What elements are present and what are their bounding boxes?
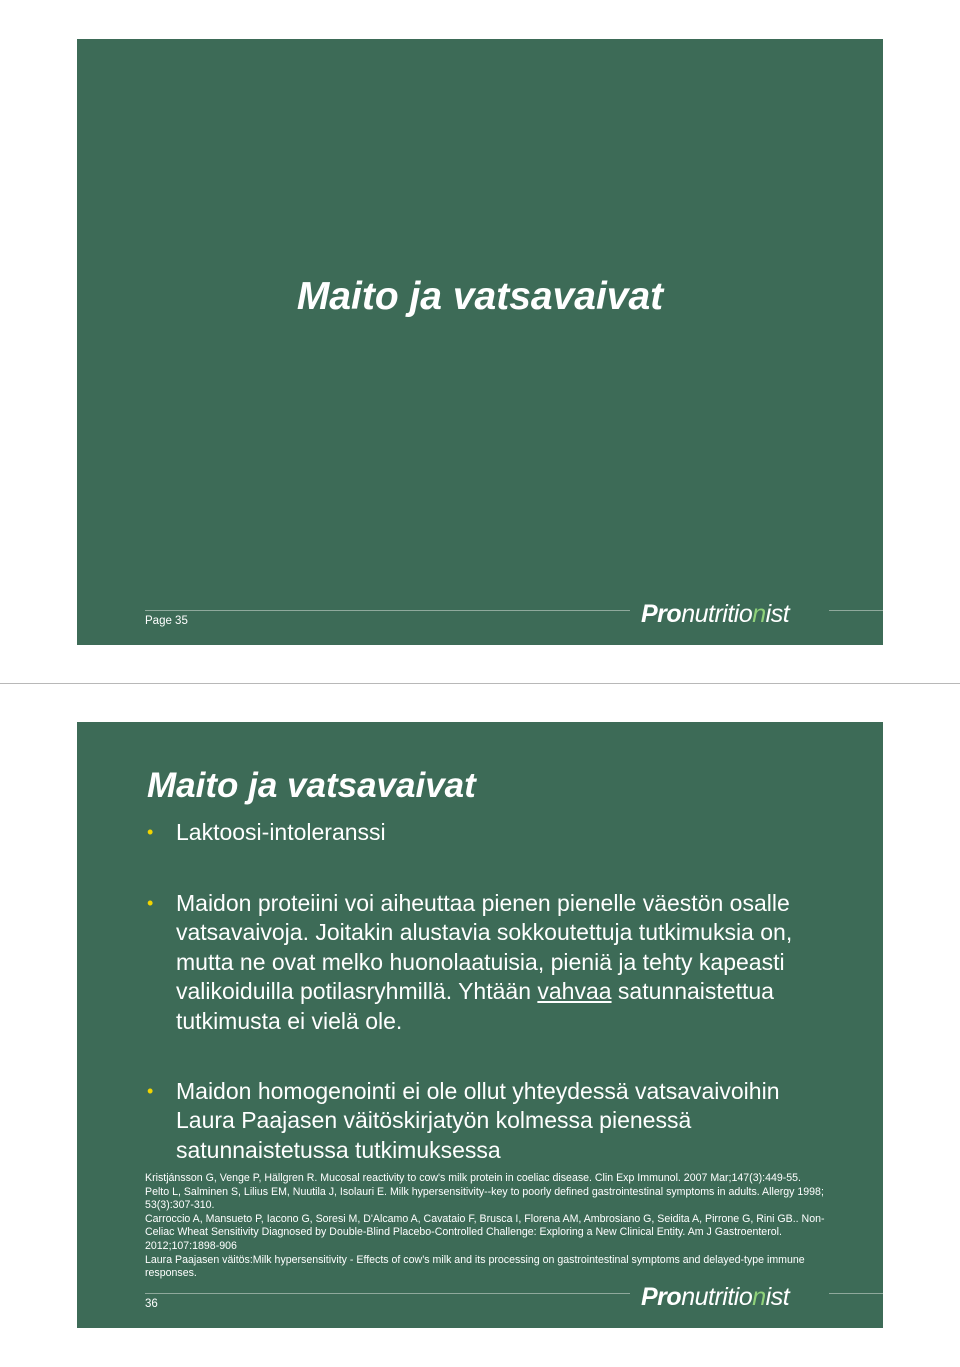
slide-36 [77, 722, 883, 1328]
slide-35 [77, 39, 883, 645]
bullet-item: • Laktoosi-intoleranssi [147, 818, 837, 848]
page-number: 36 [145, 1298, 158, 1310]
pronutritionist-logo: Pronutritionist [641, 1283, 790, 1311]
reference-item: Carroccio A, Mansueto P, Iacono G, Soresi M, D'Alcamo A, Cavataio F, Brusca I, Florena AM, Ambrosiano G, Seidita A, Pirrone G, Rini GB.. Non-Celiac Wheat Sensitivity Diagnosed by Double-Blind Placebo-Controlled Challenge: Exploring a New Clinical Entity. Am J Gastroenterol. 2012;107:1898-906 [145, 1212, 825, 1252]
bullet-dot-icon: • [147, 892, 154, 913]
reference-list [145, 1172, 835, 1281]
pronutritionist-logo: Pronutritionist [641, 600, 790, 628]
slide-title: Maito ja vatsavaivat [296, 275, 664, 318]
slide-title: Maito ja vatsavaivat [147, 766, 476, 805]
page-number: Page 35 [145, 615, 188, 627]
page-top [0, 0, 960, 683]
bullet-item: • Maidon proteiini voi aiheuttaa pienen pienelle väestön osalle vatsavaivoja. Joitakin alustavia sokkoutettuja tutkimuksia on, mutta ne ovat melko huonolaatuisia, pieniä ja tehty kapeasti valikoiduilla potilasryhmillä. Yhtään vahvaa satunnaistettua tutkimusta ei vielä ole. [147, 889, 793, 1034]
footer-divider [145, 1293, 630, 1294]
reference-item: Laura Paajasen väitös:Milk hypersensitivity - Effects of cow’s milk and its processing on gastrointestinal symptoms and delayed-type immune responses. [145, 1253, 805, 1280]
reference-item: Kristjánsson G, Venge P, Hällgren R. Mucosal reactivity to cow's milk protein in coeliac disease. Clin Exp Immunol. 2007 Mar;147(3):449-55. [145, 1172, 801, 1184]
bullet-item: • Maidon homogenointi ei ole ollut yhteydessä vatsavaivoihin Laura Paajasen väitöskirjatyön kolmessa pienessä satunnaistetussa tutkimuksessa [147, 1077, 780, 1163]
page-bottom [0, 684, 960, 1367]
bullet-list [147, 818, 837, 1165]
footer-divider-right [829, 610, 883, 611]
footer-divider [145, 610, 630, 611]
reference-item: Pelto L, Salminen S, Lilius EM, Nuutila J, Isolauri E. Milk hypersensitivity--key to poorly defined gastrointestinal symptoms in adults. Allergy 1998; 53(3):307-310. [145, 1185, 824, 1212]
bullet-dot-icon: • [147, 1080, 154, 1101]
footer-divider-right [829, 1293, 883, 1294]
bullet-dot-icon: • [147, 822, 154, 842]
